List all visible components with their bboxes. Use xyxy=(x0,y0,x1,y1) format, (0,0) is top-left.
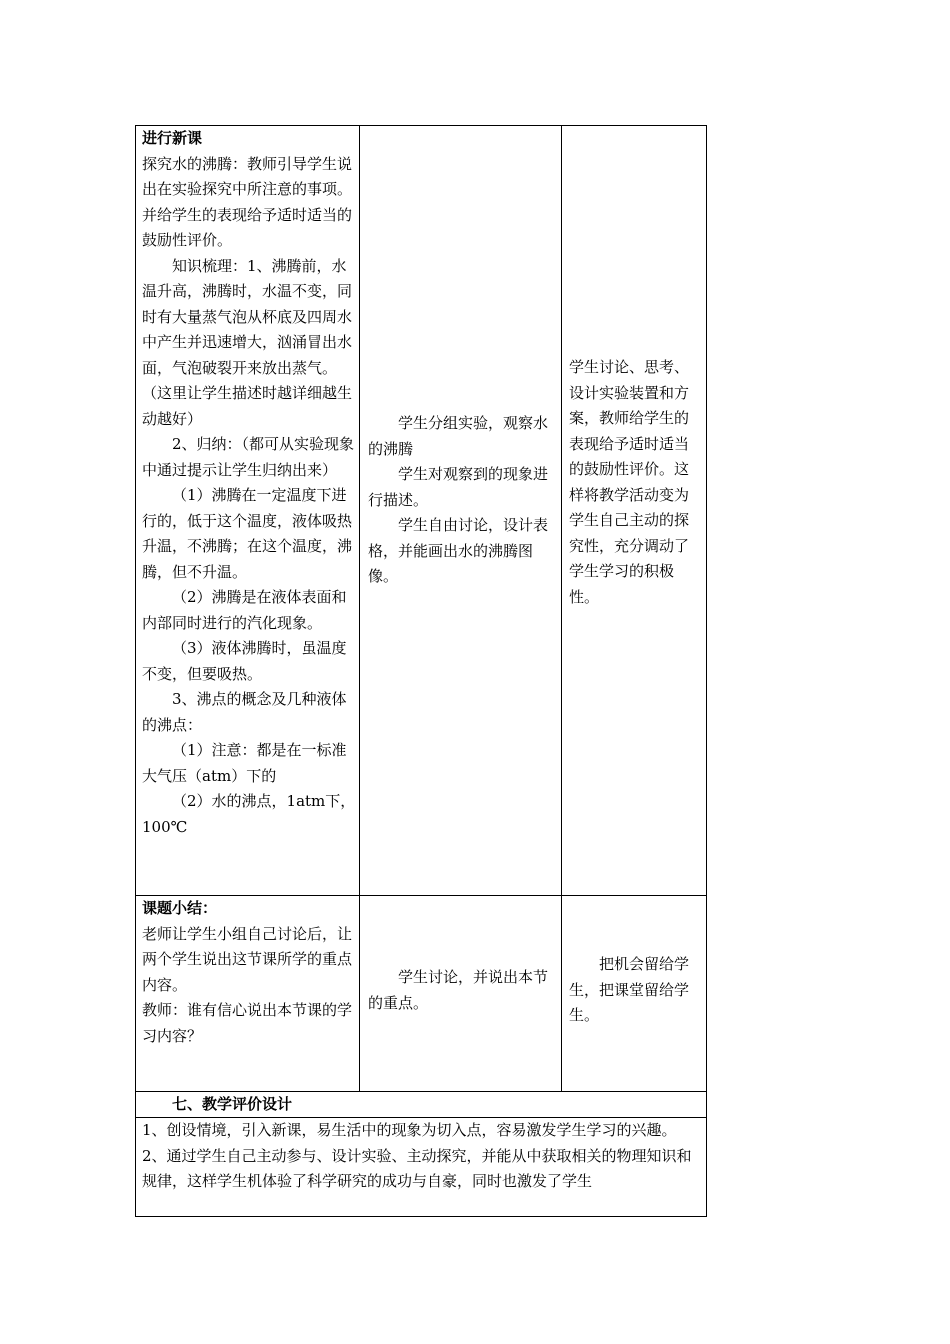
note-1: （1）注意：都是在一标准大气压（atm）下的 xyxy=(142,741,347,785)
knowledge-summary: 知识梳理：1、沸腾前，水温升高，沸腾时，水温不变，同时有大量蒸气泡从杯底及四周水中产生并迅速增大，汹涌冒出水面，气泡破裂开来放出蒸气。（这里让学生描述时越详细越生动越好） xyxy=(142,256,353,428)
point-3: （3）液体沸腾时，虽温度不变，但要吸热。 xyxy=(142,639,347,683)
evaluation-item-2: 2、通过学生自己主动参与、设计实验、主动探究，并能从中获取相关的物理知识和规律，这样学生机体验了科学研究的成功与自豪，同时也激发了学生 xyxy=(142,1146,692,1190)
new-lesson-intro: 探究水的沸腾：教师引导学生说出在实验探究中所注意的事项。并给学生的表现给予适时适当的鼓励性评价。 xyxy=(142,154,353,249)
summary-intent-cell xyxy=(569,952,703,1029)
new-lesson-teacher-cell xyxy=(142,126,356,840)
student-activity-2: 学生对观察到的现象进行描述。 xyxy=(368,465,549,509)
evaluation-heading: 七、教学评价设计 xyxy=(172,1095,293,1113)
column-divider xyxy=(359,126,360,1091)
summary-student: 学生讨论，并说出本节的重点。 xyxy=(368,968,549,1012)
summary-student-cell xyxy=(368,965,554,1016)
new-lesson-intent: 学生讨论、思考、设计实验装置和方案，教师给学生的表现给予适时适当的鼓励性评价。这样将教学活动变为学生自己主动的探究性，充分调动了学生学习的积极性。 xyxy=(569,358,690,606)
student-activity-3: 学生自由讨论，设计表格，并能画出水的沸腾图像。 xyxy=(368,516,549,585)
boiling-point-concept: 3、沸点的概念及几种液体的沸点： xyxy=(142,690,347,734)
new-lesson-intent-cell xyxy=(569,355,703,610)
summary-text-2: 教师：谁有信心说出本节课的学习内容？ xyxy=(142,1001,353,1045)
summary-intent: 把机会留给学生，把课堂留给学生。 xyxy=(569,955,690,1024)
note-2: （2）水的沸点，1atm下，100℃ xyxy=(142,792,356,836)
evaluation-item-1: 1、创设情境，引入新课，易生活中的现象为切入点，容易激发学生学习的兴趣。 xyxy=(142,1121,677,1139)
new-lesson-heading: 进行新课 xyxy=(142,129,203,147)
summary-text-1: 老师让学生小组自己讨论后，让两个学生说出这节课所学的重点内容。 xyxy=(142,924,353,994)
summary-heading: 课题小结： xyxy=(142,899,218,917)
point-2: （2）沸腾是在液体表面和内部同时进行的汽化现象。 xyxy=(142,588,347,632)
induction: 2、归纳：（都可从实验现象中通过提示让学生归纳出来） xyxy=(142,435,355,479)
lesson-plan-table xyxy=(135,125,707,1217)
new-lesson-student-cell xyxy=(368,411,554,590)
summary-teacher-cell xyxy=(142,896,356,1049)
point-1: （1）沸腾在一定温度下进行的，低于这个温度，液体吸热升温，不沸腾；在这个温度，沸腾，但不升温。 xyxy=(142,486,353,581)
evaluation-content-cell xyxy=(142,1118,702,1195)
student-activity-1: 学生分组实验，观察水的沸腾 xyxy=(368,414,549,458)
evaluation-heading-cell xyxy=(142,1092,702,1116)
column-divider xyxy=(561,126,562,1091)
